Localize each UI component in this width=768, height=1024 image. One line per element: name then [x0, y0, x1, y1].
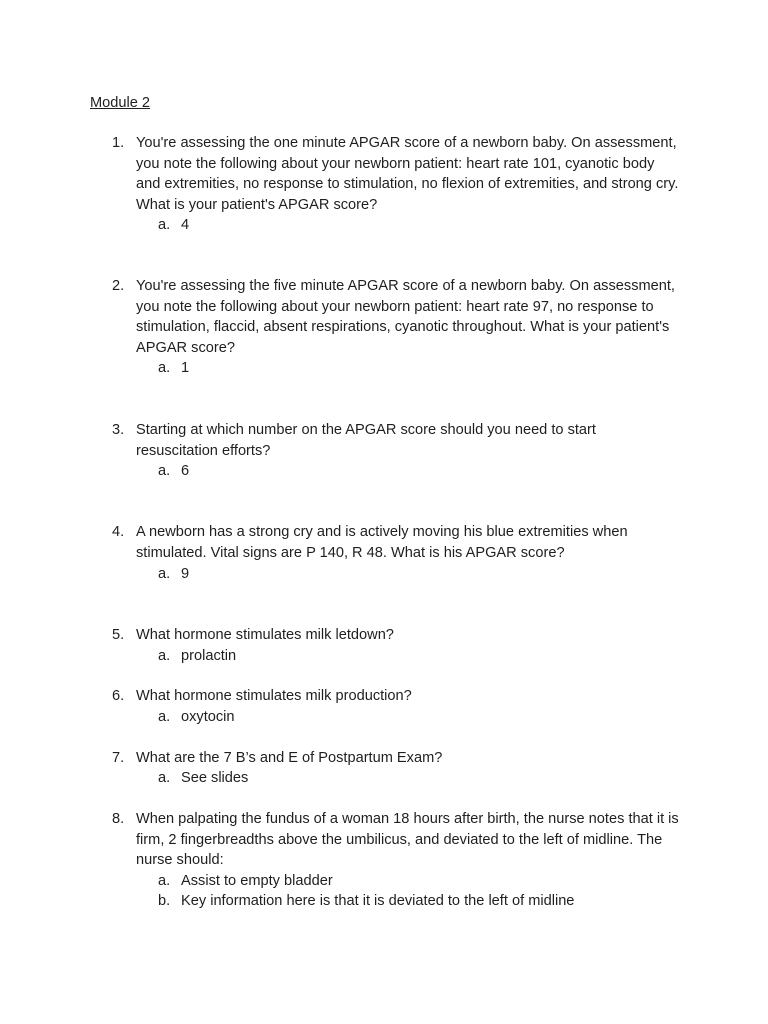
answer-text: 1 — [181, 360, 190, 376]
question-number: 4. — [112, 524, 125, 540]
answer-item — [0, 358, 768, 379]
answer-letter: a. — [158, 648, 171, 664]
answer-item — [0, 646, 768, 667]
question-number: 5. — [112, 627, 125, 643]
answer-letter: a. — [158, 873, 171, 889]
answer-item — [0, 215, 768, 236]
question-text: What hormone stimulates milk letdown? — [136, 627, 394, 643]
answer-text: Key information here is that it is deviated to the left of midline — [181, 893, 575, 909]
answer-text: See slides — [181, 770, 249, 786]
answer-item — [0, 871, 768, 892]
answer-letter: a. — [158, 709, 171, 725]
answer-letter: a. — [158, 463, 171, 479]
question-number: 2. — [112, 278, 125, 294]
module-title: Module 2 — [90, 95, 151, 111]
answer-text: 6 — [181, 463, 190, 479]
question-number: 8. — [112, 811, 125, 827]
question-text: What are the 7 B’s and E of Postpartum Exam? — [136, 750, 443, 766]
question-text: A newborn has a strong cry and is actively moving his blue extremities when stimulated. Vital signs are P 140, R 48. What is his APGAR score? — [136, 524, 628, 561]
answer-text: oxytocin — [181, 709, 235, 725]
answer-letter: a. — [158, 566, 171, 582]
question-number: 6. — [112, 688, 125, 704]
question-text: When palpating the fundus of a woman 18 hours after birth, the nurse notes that it is firm, 2 fingerbreadths above the umbilicus, and deviated to the left of midline. The nurse should: — [136, 811, 679, 869]
answer-text: 9 — [181, 566, 190, 582]
answer-text: Assist to empty bladder — [181, 873, 333, 889]
answer-item — [0, 768, 768, 789]
answer-letter: b. — [158, 893, 171, 909]
answer-letter: a. — [158, 217, 171, 233]
question-text: What hormone stimulates milk production? — [136, 688, 412, 704]
answer-item — [0, 461, 768, 482]
question-number: 1. — [112, 135, 125, 151]
question-text: You're assessing the five minute APGAR score of a newborn baby. On assessment, you note the following about your newborn patient: heart rate 97, no response to stimulation, flaccid, absent respirations, cyanotic throughout. What is your patient's APGAR score? — [136, 278, 675, 357]
question-text: Starting at which number on the APGAR score should you need to start resuscitation efforts? — [136, 422, 596, 459]
answer-letter: a. — [158, 360, 171, 376]
question-number: 3. — [112, 422, 125, 438]
answer-item — [0, 564, 768, 585]
answer-text: 4 — [181, 217, 190, 233]
answer-text: prolactin — [181, 648, 237, 664]
question-number: 7. — [112, 750, 125, 766]
answer-item — [0, 707, 768, 728]
answer-item — [0, 891, 768, 912]
answer-letter: a. — [158, 770, 171, 786]
question-text: You're assessing the one minute APGAR score of a newborn baby. On assessment, you note the following about your newborn patient: heart rate 101, cyanotic body and extremities, no response to stimulation, no flexion of extremities, and strong cry. What is your patient's APGAR score? — [136, 135, 679, 214]
